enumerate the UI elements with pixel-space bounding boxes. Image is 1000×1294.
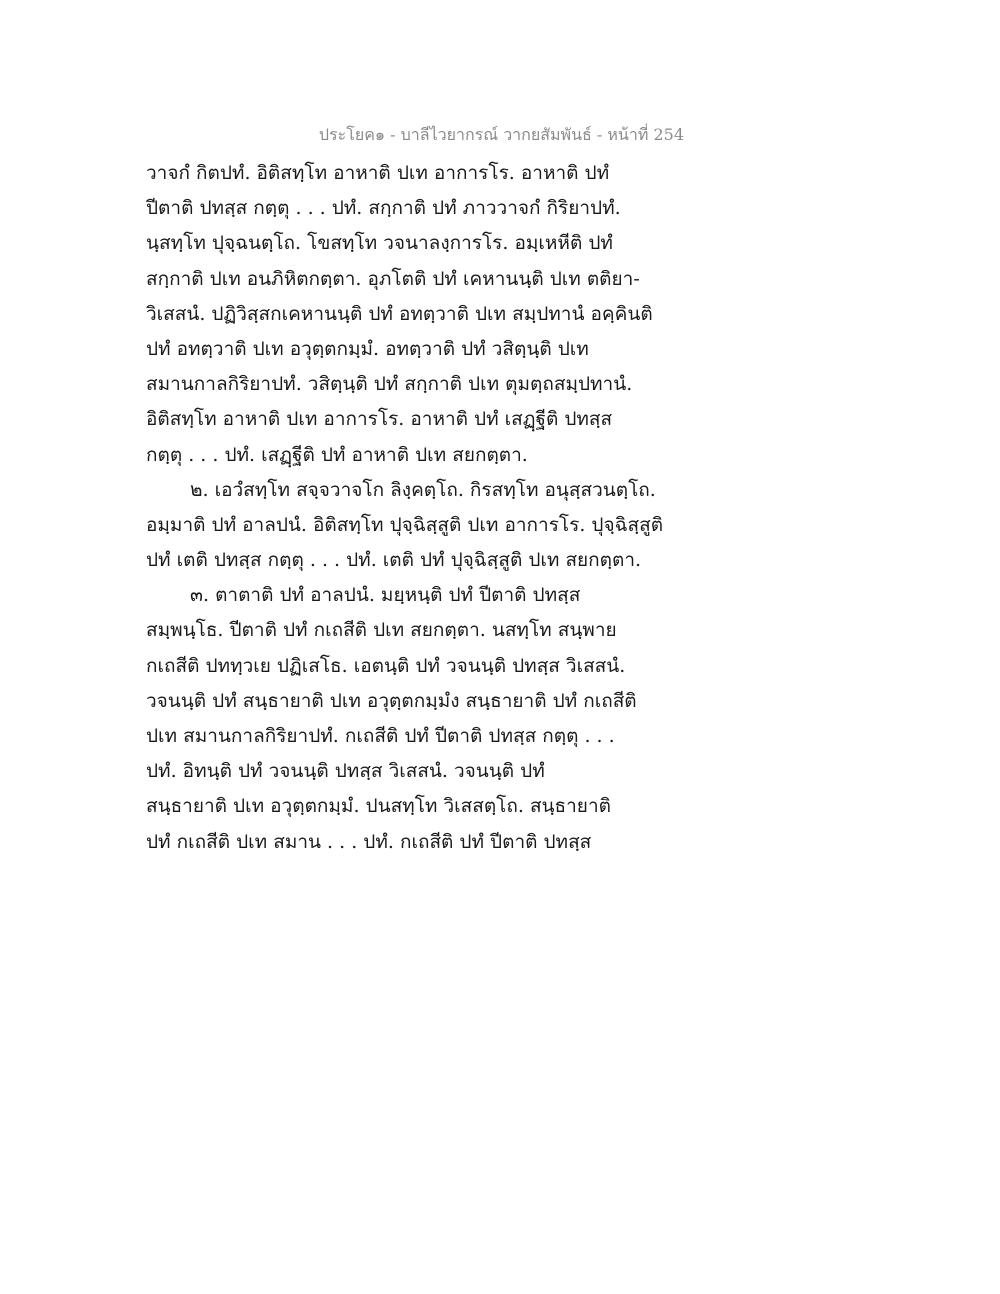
text-line: สนฺธายาติ ปเท อวุตฺตกมฺมํ. ปนสทฺโท วิเสสตฺโถ. สนฺธายาติ <box>146 795 611 818</box>
text-line: ปทํ อทตฺวาติ ปเท อวุตฺตกมฺมํ. อทตฺวาติ ปทํ วสิตฺนฺติ ปเท <box>146 337 589 360</box>
text-line: ปทํ เตติ ปทสฺส กตฺตุ . . . ปทํ. เตติ ปทํ ปุจฺฉิสฺสูติ ปเท สยกตฺตา. <box>146 549 642 572</box>
text-line: นฺสทฺโท ปุจฺฉนตฺโถ. โขสทฺโท วจนาลงฺการโร. อมฺเหหีติ ปทํ <box>146 232 613 255</box>
text-line: สมานกาลกิริยาปทํ. วสิตฺนฺติ ปทํ สกฺกาติ ปเท ตุมตฺถสมฺปทานํ. <box>146 373 633 396</box>
text-line: วาจกํ กิตปทํ. อิติสทฺโท อาหาติ ปเท อาการโร. อาหาติ ปทํ <box>146 162 610 184</box>
body-text <box>146 156 706 860</box>
text-line: ปทํ. อิทนฺติ ปทํ วจนนฺติ ปทสฺส วิเสสนํ. วจนนฺติ ปทํ <box>146 760 545 783</box>
text-line: ปีตาติ ปทสฺส กตฺตุ . . . ปทํ. สกฺกาติ ปทํ ภาววาจกํ กิริยาปทํ. <box>146 197 621 220</box>
text-line: อมฺมาติ ปทํ อาลปนํ. อิติสทฺโท ปุจฺฉิสฺสูติ ปเท อาการโร. ปุจฺฉิสฺสูติ <box>146 513 664 536</box>
text-line: สมฺพนฺโธ. ปีตาติ ปทํ กเถสีติ ปเท สยกตฺตา. นสทฺโท สนฺพาย <box>146 619 617 642</box>
text-line: วจนนฺติ ปทํ สนฺธายาติ ปเท อวุตฺตกมฺมํง สนฺธายาติ ปทํ กเถสีติ <box>146 689 637 712</box>
text-line: ปเท สมานกาลกิริยาปทํ. กเถสีติ ปทํ ปีตาติ ปทสฺส กตฺตุ . . . <box>146 725 615 747</box>
running-header: ประโยค๑ - บาลีไวยากรณ์ วากยสัมพันธ์ - หน้าที่ 254 <box>318 125 684 144</box>
paragraph-2-first-line: ๒. เอวํสทฺโท สจฺจวาจโก ลิงฺคตฺโถ. กิรสทฺโท อนุสฺสวนตฺโถ. <box>190 478 656 501</box>
text-line: ปทํ กเถสีติ ปเท สมาน . . . ปทํ. กเถสีติ ปทํ ปีตาติ ปทสฺส <box>146 830 592 853</box>
text-line: กเถสีติ ปททฺวเย ปฏิเสโธ. เอตนฺติ ปทํ วจนนฺติ ปทสฺส วิเสสนํ. <box>146 654 626 677</box>
text-line: วิเสสนํ. ปฏิวิสฺสกเคหานนฺติ ปทํ อทตฺวาติ ปเท สมฺปทานํ อคฺคินติ <box>146 302 653 325</box>
paragraph-3-first-line: ๓. ตาตาติ ปทํ อาลปนํ. มยฺหนฺติ ปทํ ปีตาติ ปทสฺส <box>190 584 581 607</box>
text-line: กตฺตุ . . . ปทํ. เสฏฺฐีติ ปทํ อาหาติ ปเท สยกตฺตา. <box>146 443 528 466</box>
text-line: อิติสทฺโท อาหาติ ปเท อาการโร. อาหาติ ปทํ เสฏฺฐีติ ปทสฺส <box>146 408 613 431</box>
text-line: สกฺกาติ ปเท อนภิหิตกตฺตา. อุภโตติ ปทํ เคหานนฺติ ปเท ตติยา- <box>146 267 640 290</box>
